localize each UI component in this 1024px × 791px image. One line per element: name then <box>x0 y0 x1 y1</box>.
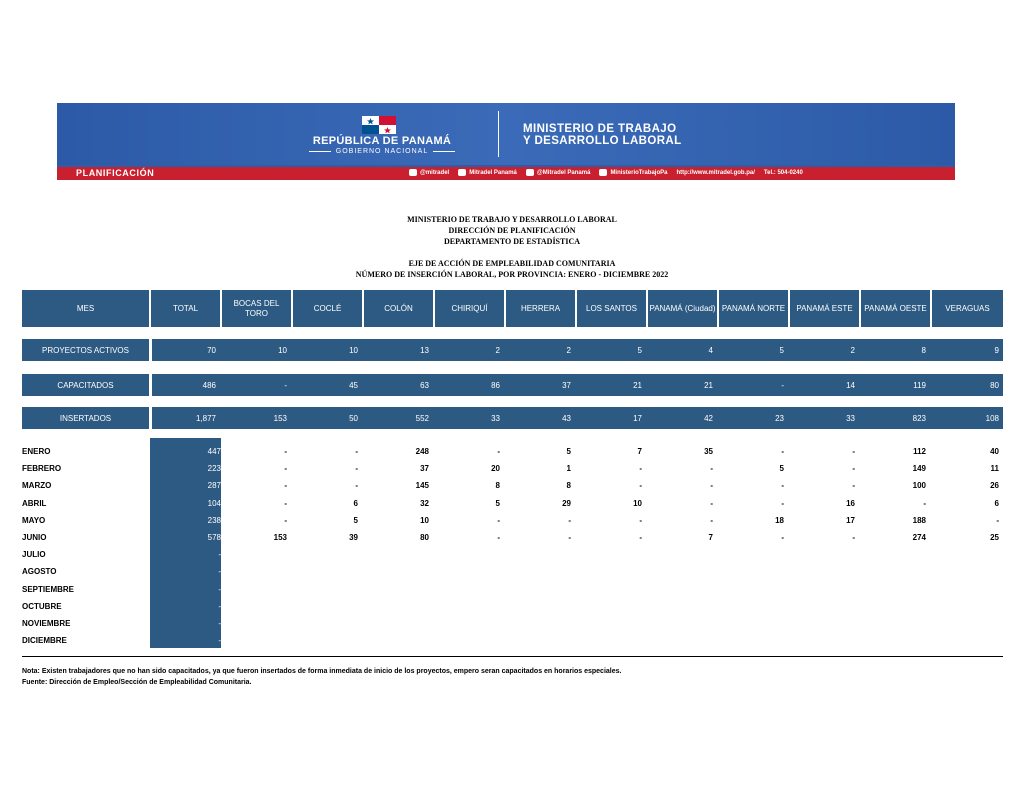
total-cell: 104 <box>207 498 221 508</box>
table-cell: - <box>355 447 358 456</box>
section-label: PLANIFICACIÓN <box>76 168 155 178</box>
summary-cell: 2 <box>566 345 571 355</box>
summary-cell: 43 <box>562 413 571 423</box>
table-cell: 26 <box>990 481 999 491</box>
social-facebook: Mitradel Panamá <box>458 169 517 176</box>
col-header-los-santos: LOS SANTOS <box>577 290 646 327</box>
table-cell: - <box>497 515 500 525</box>
total-cell: 223 <box>207 464 221 474</box>
table-cell: 35 <box>704 447 713 456</box>
republic-title: REPÚBLICA DE PANAMÁ <box>312 135 452 147</box>
total-cell: - <box>218 567 221 577</box>
table-cell: 6 <box>994 498 999 508</box>
table-cell: - <box>852 447 855 456</box>
panama-flag-icon <box>362 116 396 134</box>
col-header-chiriqui: CHIRIQUÍ <box>435 290 504 327</box>
summary-cell: 33 <box>846 413 855 423</box>
website-link: http://www.mitradel.gob.pa/ <box>676 169 755 176</box>
col-header-cocle: COCLÉ <box>293 290 362 327</box>
table-cell: 20 <box>491 464 500 474</box>
table-cell: 153 <box>273 533 287 542</box>
total-cell: - <box>218 601 221 611</box>
table-row <box>22 512 1003 529</box>
source-note: Fuente: Dirección de Empleo/Sección de Empleabilidad Comunitaria. <box>22 679 252 686</box>
summary-cell: 80 <box>990 380 999 390</box>
table-cell: - <box>710 498 713 508</box>
col-header-panama-este: PANAMÁ ESTE <box>790 290 859 327</box>
summary-cell: 2 <box>850 345 855 355</box>
table-cell: 11 <box>990 464 999 474</box>
table-cell: 8 <box>495 481 500 491</box>
table-cell: 32 <box>420 498 429 508</box>
table-cell: - <box>497 533 500 542</box>
table-cell: 17 <box>846 515 855 525</box>
summary-cell: 552 <box>415 413 429 423</box>
col-header-mes: MES <box>22 290 149 327</box>
table-cell <box>22 546 999 563</box>
month-label: JULIO <box>22 550 46 560</box>
phone-number: Tel.: 504-0240 <box>763 169 803 176</box>
summary-row-capacitados <box>22 374 1003 396</box>
table-cell: - <box>355 481 358 491</box>
table-cell: - <box>639 481 642 491</box>
summary-label: CAPACITADOS <box>22 374 149 396</box>
total-cell: - <box>218 619 221 628</box>
summary-cell: 5 <box>779 345 784 355</box>
table-cell: 8 <box>566 481 571 491</box>
summary-cell: 21 <box>704 380 713 390</box>
col-header-herrera: HERRERA <box>506 290 575 327</box>
table-cell: 25 <box>990 533 999 542</box>
summary-cell: - <box>284 380 287 390</box>
month-label: AGOSTO <box>22 567 57 577</box>
total-cell: 447 <box>207 447 221 456</box>
summary-cell: 33 <box>491 413 500 423</box>
summary-cell: 50 <box>349 413 358 423</box>
ministry-name: MINISTERIO DE TRABAJO Y DESARROLLO LABORAL <box>523 123 682 147</box>
table-cell: 1 <box>566 464 571 474</box>
month-label: ENERO <box>22 447 51 456</box>
table-cell: - <box>781 498 784 508</box>
summary-cell: 108 <box>985 413 999 423</box>
month-label: SEPTIEMBRE <box>22 584 75 594</box>
table-cell: - <box>781 533 784 542</box>
summary-cell: 17 <box>633 413 642 423</box>
total-cell: - <box>218 636 221 646</box>
table-cell: 6 <box>353 498 358 508</box>
table-row <box>22 563 1003 580</box>
social-youtube: MinisterioTrabajoPa <box>599 169 667 176</box>
table-cell: 7 <box>708 533 713 542</box>
table-cell: 7 <box>637 447 642 456</box>
table-cell: 149 <box>912 464 926 474</box>
table-cell: - <box>996 515 999 525</box>
col-header-bocas: BOCAS DEL TORO <box>222 290 291 327</box>
month-label: NOVIEMBRE <box>22 619 71 628</box>
table-row <box>22 598 1003 615</box>
table-cell: - <box>710 515 713 525</box>
summary-cell: 21 <box>633 380 642 390</box>
table-cell: - <box>710 481 713 491</box>
table-cell: 248 <box>415 447 429 456</box>
table-cell: 10 <box>420 515 429 525</box>
header-banner <box>57 103 955 180</box>
table-cell <box>22 598 999 615</box>
table-cell: 10 <box>633 498 642 508</box>
banner-top <box>57 103 955 165</box>
table-row <box>22 615 1003 632</box>
summary-cell: 486 <box>202 380 216 390</box>
table-cell: 39 <box>349 533 358 542</box>
report-heading: EJE DE ACCIÓN DE EMPLEABILIDAD COMUNITARIA <box>408 259 616 268</box>
table-header <box>22 290 1003 327</box>
table-cell <box>22 615 999 632</box>
table-cell: 37 <box>420 464 429 474</box>
summary-cell: 86 <box>491 380 500 390</box>
instagram-icon <box>526 169 534 176</box>
table-cell: 274 <box>912 533 926 542</box>
total-cell: - <box>218 584 221 594</box>
table-cell: 5 <box>566 447 571 456</box>
table-cell: - <box>852 464 855 474</box>
total-cell: 238 <box>207 515 221 525</box>
summary-row-proyectos <box>22 339 1003 361</box>
table-cell: - <box>710 464 713 474</box>
table-cell: - <box>284 464 287 474</box>
table-cell: 80 <box>420 533 429 542</box>
table-cell: 5 <box>779 464 784 474</box>
table-cell: 5 <box>495 498 500 508</box>
summary-row-insertados <box>22 407 1003 429</box>
report-subheading: NÚMERO DE INSERCIÓN LABORAL, POR PROVINCIA: ENERO - DICIEMBRE 2022 <box>355 270 669 279</box>
table-cell: 40 <box>990 447 999 456</box>
table-cell: 145 <box>415 481 429 491</box>
table-cell: - <box>781 481 784 491</box>
table-cell: 5 <box>353 515 358 525</box>
table-cell: 100 <box>912 481 926 491</box>
col-header-panama-norte: PANAMÁ NORTE <box>719 290 788 327</box>
summary-cell: - <box>781 380 784 390</box>
table-cell: - <box>923 498 926 508</box>
col-header-panama-oeste: PANAMÁ OESTE <box>861 290 930 327</box>
youtube-icon <box>599 169 607 176</box>
social-links <box>409 169 803 176</box>
summary-cell: 5 <box>637 345 642 355</box>
table-cell: - <box>568 515 571 525</box>
table-row <box>22 529 1003 546</box>
table-row <box>22 495 1003 512</box>
month-label: ABRIL <box>22 498 47 508</box>
table-cell: 112 <box>913 447 926 456</box>
summary-cell: 2 <box>495 345 500 355</box>
col-header-veraguas: VERAGUAS <box>932 290 1003 327</box>
table-cell: - <box>284 447 287 456</box>
summary-cell: 8 <box>921 345 926 355</box>
table-cell: - <box>852 533 855 542</box>
table-row <box>22 460 1003 477</box>
table-cell: 29 <box>562 498 571 508</box>
table-cell: - <box>284 498 287 508</box>
directorate-heading: DIRECCIÓN DE PLANIFICACIÓN <box>448 226 576 235</box>
month-label: MAYO <box>22 515 46 525</box>
month-label: FEBRERO <box>22 464 62 474</box>
month-label: DICIEMBRE <box>22 636 67 646</box>
summary-cell: 13 <box>420 345 429 355</box>
banner-divider <box>498 111 499 157</box>
summary-cell: 37 <box>562 380 571 390</box>
summary-cell: 153 <box>273 413 287 423</box>
table-cell: 16 <box>846 498 855 508</box>
month-label: MARZO <box>22 481 52 491</box>
table-cell: - <box>284 515 287 525</box>
summary-cell: 10 <box>278 345 287 355</box>
table-row <box>22 477 1003 494</box>
table-cell <box>22 563 999 580</box>
ministry-heading: MINISTERIO DE TRABAJO Y DESARROLLO LABORAL <box>407 215 617 224</box>
month-label: OCTUBRE <box>22 601 62 611</box>
table-cell: - <box>355 464 358 474</box>
facebook-icon <box>458 169 466 176</box>
table-row <box>22 581 1003 598</box>
table-cell: - <box>781 447 784 456</box>
footnote: Nota: Existen trabajadores que no han sido capacitados, ya que fueron insertados de forma inmediata de inicio de los proyectos, empero seran capacitados en horarios especiales. <box>22 668 622 675</box>
summary-cell: 1,877 <box>195 413 216 423</box>
total-cell: - <box>218 550 221 560</box>
government-subtitle: GOBIERNO NACIONAL <box>287 148 477 155</box>
summary-cell: 9 <box>994 345 999 355</box>
twitter-icon <box>409 169 417 176</box>
table-cell: - <box>639 464 642 474</box>
table-row <box>22 443 1003 460</box>
summary-cell: 23 <box>775 413 784 423</box>
summary-cell: 119 <box>913 380 926 390</box>
social-instagram: @Mitradel Panamá <box>526 169 591 176</box>
summary-cell: 45 <box>349 380 358 390</box>
col-header-total: TOTAL <box>151 290 220 327</box>
total-cell: 287 <box>207 481 221 491</box>
social-twitter: @mitradel <box>409 169 449 176</box>
table-row <box>22 546 1003 563</box>
summary-cell: 63 <box>420 380 429 390</box>
table-cell: - <box>639 533 642 542</box>
summary-cell: 4 <box>708 345 713 355</box>
table-cell <box>22 632 999 649</box>
table-cell: - <box>568 533 571 542</box>
col-header-panama-ciudad: PANAMÁ (Ciudad) <box>648 290 717 327</box>
summary-label: PROYECTOS ACTIVOS <box>22 339 149 361</box>
summary-cell: 14 <box>846 380 855 390</box>
col-header-colon: COLÓN <box>364 290 433 327</box>
summary-cell: 10 <box>349 345 358 355</box>
table-cell: 188 <box>912 515 926 525</box>
summary-cell: 42 <box>704 413 713 423</box>
table-cell: 18 <box>775 515 784 525</box>
summary-label: INSERTADOS <box>22 407 149 429</box>
table-cell: - <box>284 481 287 491</box>
table-cell: - <box>497 447 500 456</box>
table-row <box>22 632 1003 649</box>
month-label: JUNIO <box>22 533 47 542</box>
table-cell <box>22 581 999 598</box>
department-heading: DEPARTAMENTO DE ESTADÍSTICA <box>443 237 581 246</box>
summary-cell: 70 <box>207 345 216 355</box>
summary-cell: 823 <box>912 413 926 423</box>
table-cell: - <box>852 481 855 491</box>
total-cell: 578 <box>207 533 221 542</box>
footer-rule <box>22 656 1003 657</box>
table-cell: - <box>639 515 642 525</box>
